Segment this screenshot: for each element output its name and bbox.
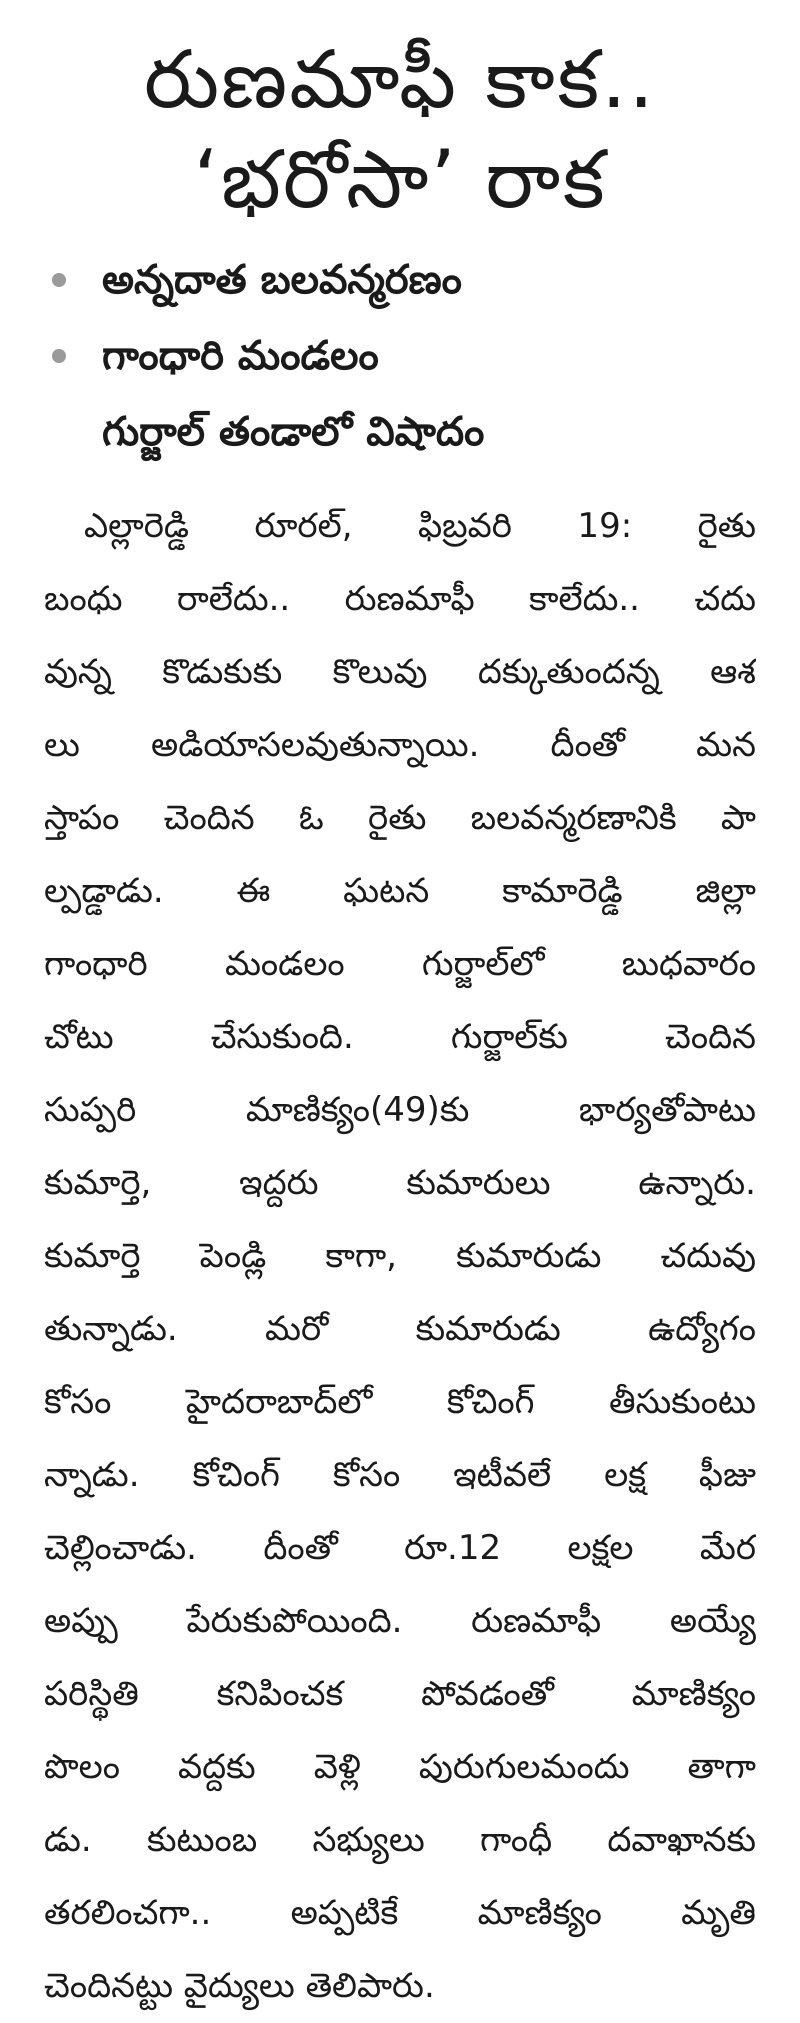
body-line: చెందినట్టు వైద్యులు తెలిపారు. — [44, 1966, 435, 2006]
body-line: అప్పు పేరుకుపోయింది. రుణమాఫీ అయ్యే — [44, 1601, 756, 1641]
body-line: కుమార్తె, ఇద్దరు కుమారులు ఉన్నారు. — [44, 1163, 756, 1203]
subhead-1 — [44, 242, 756, 318]
body-line: కుమార్తె పెండ్లి కాగా, కుమారుడు చదువు — [44, 1236, 756, 1276]
body-line: కోసం హైదరాబాద్‌లో కోచింగ్ తీసుకుంటు — [44, 1382, 756, 1422]
body-line: న్నాడు. కోచింగ్ కోసం ఇటీవలే లక్ష ఫీజు — [44, 1455, 756, 1495]
subheadings — [44, 242, 756, 470]
body-line: తరలించగా.. అప్పటికే మాణిక్యం మృతి — [44, 1893, 756, 1933]
body-line: పరిస్థితి కనిపించక పోవడంతో మాణిక్యం — [44, 1674, 756, 1714]
body-line: సుప్పరి మాణిక్యం(49)కు భార్యతోపాటు — [44, 1090, 756, 1130]
subhead-2 — [44, 318, 756, 394]
subhead-text: అన్నదాత బలవన్మరణం — [102, 257, 462, 303]
body-line: చోటు చేసుకుంది. గుర్జాల్‌కు చెందిన — [44, 1017, 756, 1057]
subhead-text: గుర్జాల్ తండాలో విషాదం — [102, 409, 485, 455]
headline — [44, 30, 756, 230]
body-line: లు అడియాసలవుతున్నాయి. దీంతో మన — [44, 725, 756, 765]
bullet-icon — [52, 273, 66, 287]
body-line: ఎల్లారెడ్డి రూరల్, ఫిబ్రవరి 19: రైతు — [84, 506, 756, 546]
body-line: చెల్లించాడు. దీంతో రూ.12 లక్షల మేర — [44, 1528, 756, 1568]
body-line: ల్పడ్డాడు. ఈ ఘటన కామారెడ్డి జిల్లా — [44, 871, 756, 911]
subhead-text: గాంధారి మండలం — [102, 333, 379, 379]
body-line: తున్నాడు. మరో కుమారుడు ఉద్యోగం — [44, 1309, 756, 1349]
body-line: వున్న కొడుకుకు కొలువు దక్కుతుందన్న ఆశ — [44, 652, 756, 692]
headline-line-1: రుణమాఫీ కాక.. — [144, 33, 656, 126]
headline-line-2: ‘భరోసా’ రాక — [193, 133, 607, 226]
body-line: పొలం వద్దకు వెళ్లి పురుగులమందు తాగా — [44, 1747, 756, 1787]
article-body — [44, 490, 756, 2023]
bullet-icon — [52, 349, 66, 363]
body-line: గాంధారి మండలం గుర్జాల్‌లో బుధవారం — [44, 944, 756, 984]
body-line: బంధు రాలేదు.. రుణమాఫీ కాలేదు.. చదు — [44, 579, 756, 619]
body-line: డు. కుటుంబ సభ్యులు గాంధీ దవాఖానకు — [44, 1820, 756, 1860]
body-line: స్తాపం చెందిన ఓ రైతు బలవన్మరణానికి పా — [44, 798, 756, 838]
subhead-3 — [44, 394, 756, 470]
